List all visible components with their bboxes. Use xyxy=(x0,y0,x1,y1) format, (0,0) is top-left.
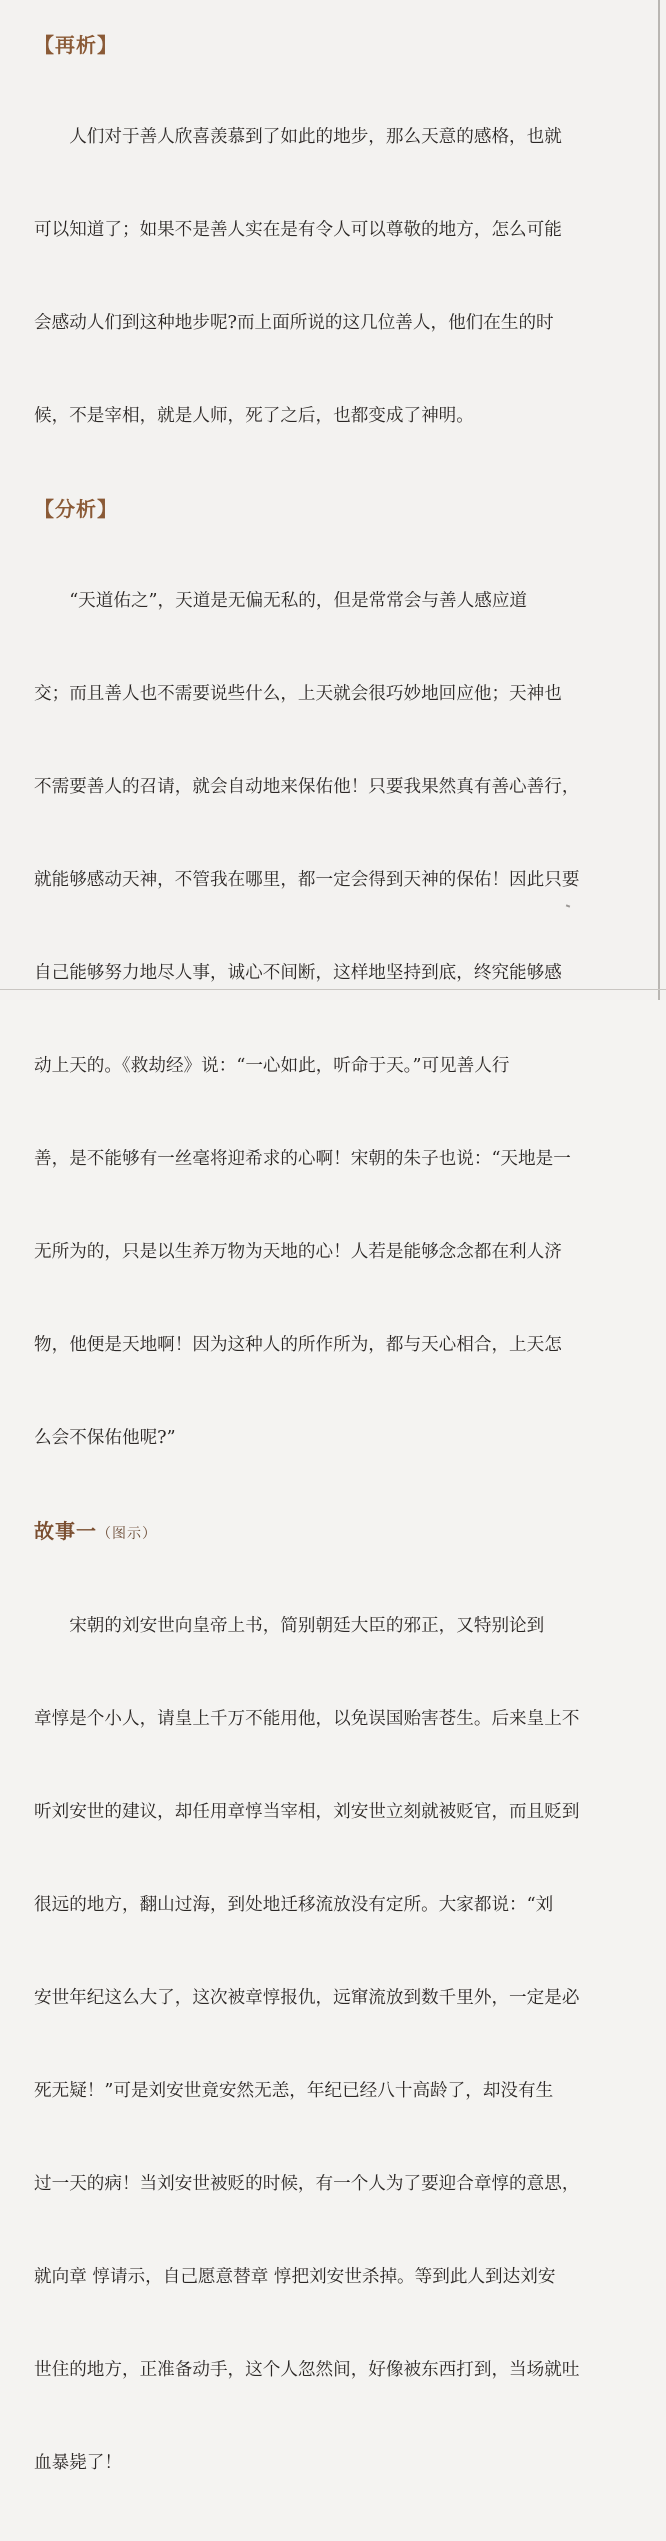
page-edge-right xyxy=(658,0,660,1000)
text-line: 可以知道了；如果不是善人实在是有令人可以尊敬的地方，怎么可能 xyxy=(34,220,562,240)
page-content xyxy=(34,30,634,2541)
text-line: 么会不保佑他呢?” xyxy=(34,1428,176,1448)
story-note: （图示） xyxy=(97,1526,157,1542)
text-line: 自己能够努力地尽人事，诚心不间断，这样地坚持到底，终究能够感 xyxy=(34,963,562,983)
text-line: 物，他便是天地啊！因为这种人的所作所为，都与天心相合，上天怎 xyxy=(34,1335,562,1355)
section-body-zaixi xyxy=(34,60,634,494)
text-line: 交；而且善人也不需要说些什么，上天就会很巧妙地回应他；天神也 xyxy=(34,684,562,704)
text-line: 不需要善人的召请，就会自动地来保佑他！只要我果然真有善心善行， xyxy=(34,777,580,797)
text-line: 人们对于善人欣喜羡慕到了如此的地步，那么天意的感格，也就 xyxy=(34,127,562,147)
section-body-fenxi xyxy=(34,524,634,1516)
text-line: 安世年纪这么大了，这次被章惇报仇，远窜流放到数千里外，一定是必 xyxy=(34,1988,580,2008)
section-heading-fenxi: 【分析】 xyxy=(34,497,118,521)
text-line: 很远的地方，翻山过海，到处地迁移流放没有定所。大家都说：“刘 xyxy=(34,1895,554,1915)
text-line: 无所为的，只是以生养万物为天地的心！人若是能够念念都在利人济 xyxy=(34,1242,562,1262)
text-line: 听刘安世的建议，却任用章惇当宰相，刘安世立刻就被贬官，而且贬到 xyxy=(34,1802,580,1822)
text-line: 动上天的。《救劫经》说：“一心如此，听命于天。”可见善人行 xyxy=(34,1056,510,1076)
section-heading-story1 xyxy=(34,1516,634,1549)
text-line: 宋朝的刘安世向皇帝上书，简别朝廷大臣的邪正，又特别论到 xyxy=(34,1616,545,1636)
section-heading-zaixi: 【再析】 xyxy=(34,33,118,57)
text-line: 善，是不能够有一丝毫将迎希求的心啊！宋朝的朱子也说：“天地是一 xyxy=(34,1149,571,1169)
section-body-story1 xyxy=(34,1549,634,2541)
text-line: 就能够感动天神，不管我在哪里，都一定会得到天神的保佑！因此只要 xyxy=(34,870,580,890)
text-line: 死无疑！”可是刘安世竟安然无恙，年纪已经八十高龄了，却没有生 xyxy=(34,2081,554,2101)
text-line: 会感动人们到这种地步呢?而上面所说的这几位善人，他们在生的时 xyxy=(34,313,554,333)
text-line: 候，不是宰相，就是人师，死了之后，也都变成了神明。 xyxy=(34,406,474,426)
text-line: 血暴毙了！ xyxy=(34,2453,122,2473)
text-line: 过一天的病！当刘安世被贬的时候，有一个人为了要迎合章惇的意思， xyxy=(34,2174,580,2194)
text-line: “天道佑之”，天道是无偏无私的，但是常常会与善人感应道 xyxy=(34,591,528,611)
text-line: 就向章 惇请示，自己愿意替章 惇把刘安世杀掉。等到此人到达刘安 xyxy=(34,2267,556,2287)
text-line: 世住的地方，正准备动手，这个人忽然间，好像被东西打到，当场就吐 xyxy=(34,2360,580,2380)
text-line: 章惇是个小人，请皇上千万不能用他，以免误国贻害苍生。后来皇上不 xyxy=(34,1709,580,1729)
story-title: 故事一 xyxy=(34,1519,97,1543)
